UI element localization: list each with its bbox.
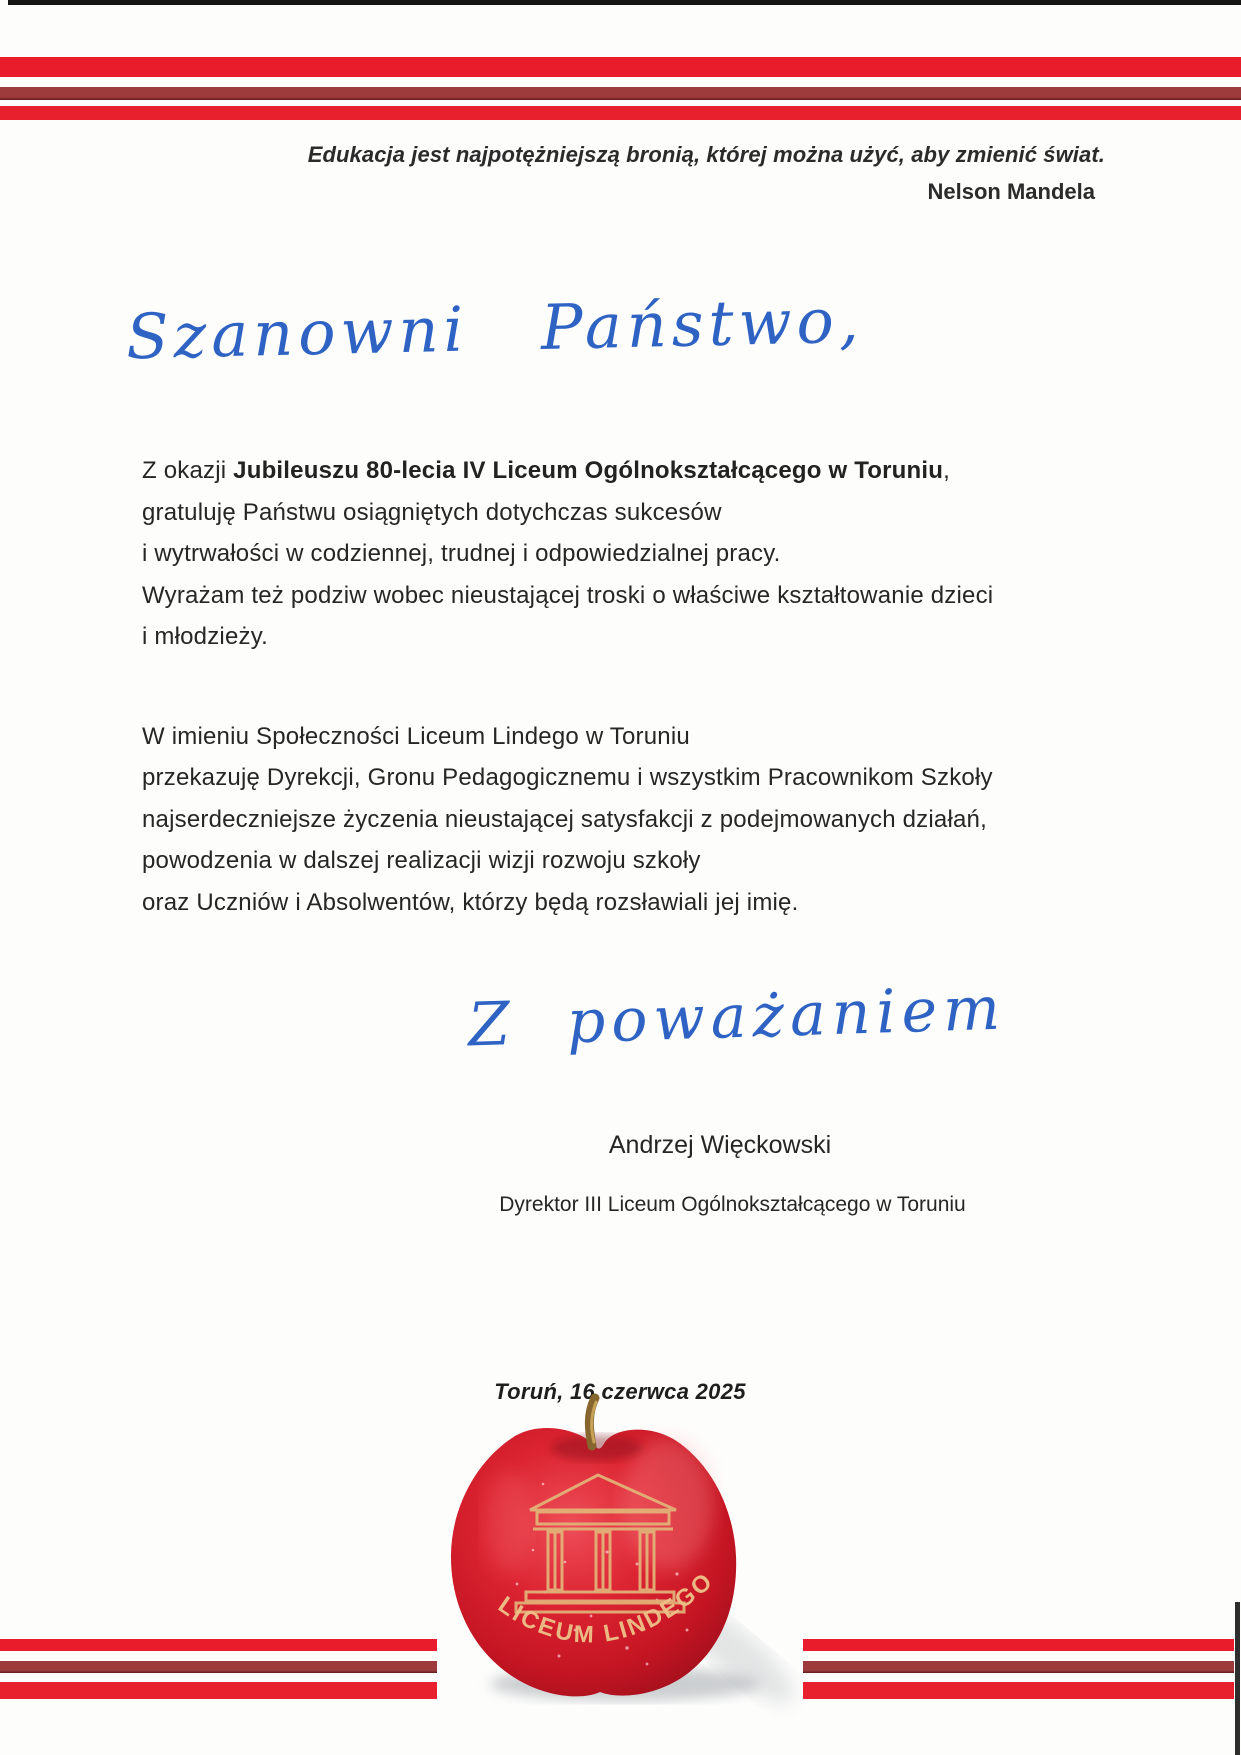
signature-name: Andrzej Więckowski (608, 1131, 832, 1159)
opening-comma: , (943, 457, 951, 484)
handwritten-valediction: Z poważaniem (467, 973, 1008, 1061)
header-stripe-red-top (0, 57, 1241, 77)
quote-text: Edukacja jest najpotężniejszą bronią, której można użyć, aby zmienić świat. (307, 142, 1105, 167)
footer-stripe-right-red-top (803, 1639, 1234, 1651)
body-line: i młodzieży. (142, 623, 268, 650)
apple-highlight (483, 1470, 531, 1574)
body-line: gratuluję Państwu osiągniętych dotychczas sukcesów (142, 498, 722, 526)
apple-logo-arc-text: LICEUM LINDEGO (493, 1566, 720, 1649)
header-stripe-red-bottom (0, 106, 1241, 120)
quote-block (200, 142, 1105, 205)
scan-edge-artifact-right (1235, 1602, 1240, 1755)
footer-stripe-left-maroon (0, 1661, 437, 1673)
body-line: powodzenia w dalszej realizacji wizji rozwoju szkoły (142, 847, 701, 874)
footer-stripe-left-red-bottom (0, 1682, 437, 1699)
footer-stripe-right-maroon (803, 1661, 1234, 1673)
apple-dimple-shading (551, 1435, 643, 1461)
apple-photo (425, 1392, 805, 1737)
body-line: najserdeczniejsze życzenia nieustającej satysfakcji z podejmowanych działań, (142, 805, 987, 833)
signature-title: Dyrektor III Liceum Ogólnokształcącego w Toruniu (499, 1193, 966, 1216)
opening-line (142, 450, 1162, 492)
scan-edge-artifact-top (8, 0, 1241, 5)
opening-prefix: Z okazji (142, 457, 234, 484)
body-line: Wyrażam też podziw wobec nieustającej troski o właściwe kształtowanie dzieci (142, 581, 994, 609)
body-line: W imieniu Społeczności Liceum Lindego w Toruniu (142, 722, 690, 750)
header-stripe-maroon (0, 87, 1241, 100)
quote-author: Nelson Mandela (927, 179, 1095, 204)
wishes-paragraph (142, 716, 1162, 924)
opening-jubilee-bold: Jubileuszu 80-lecia IV Liceum Ogólnokształcącego w Toruniu (233, 457, 944, 484)
footer-stripe-left-red-top (0, 1639, 437, 1651)
footer-stripe-right-red-bottom (803, 1682, 1234, 1699)
body-line: przekazuję Dyrekcji, Gronu Pedagogicznemu i wszystkim Pracownikom Szkoły (142, 764, 993, 791)
body-line: oraz Uczniów i Absolwentów, którzy będą rozsławiali jej imię. (142, 888, 799, 916)
apple-stem (589, 1398, 596, 1446)
handwritten-greeting: Szanowni Państwo, (125, 283, 865, 374)
apple-highlight (622, 1438, 714, 1570)
date-line: Toruń, 16 czerwca 2025 (494, 1379, 746, 1404)
letter-body (142, 450, 1162, 923)
body-line: i wytrwałości w codziennej, trudnej i odpowiedzialnej pracy. (142, 540, 781, 567)
